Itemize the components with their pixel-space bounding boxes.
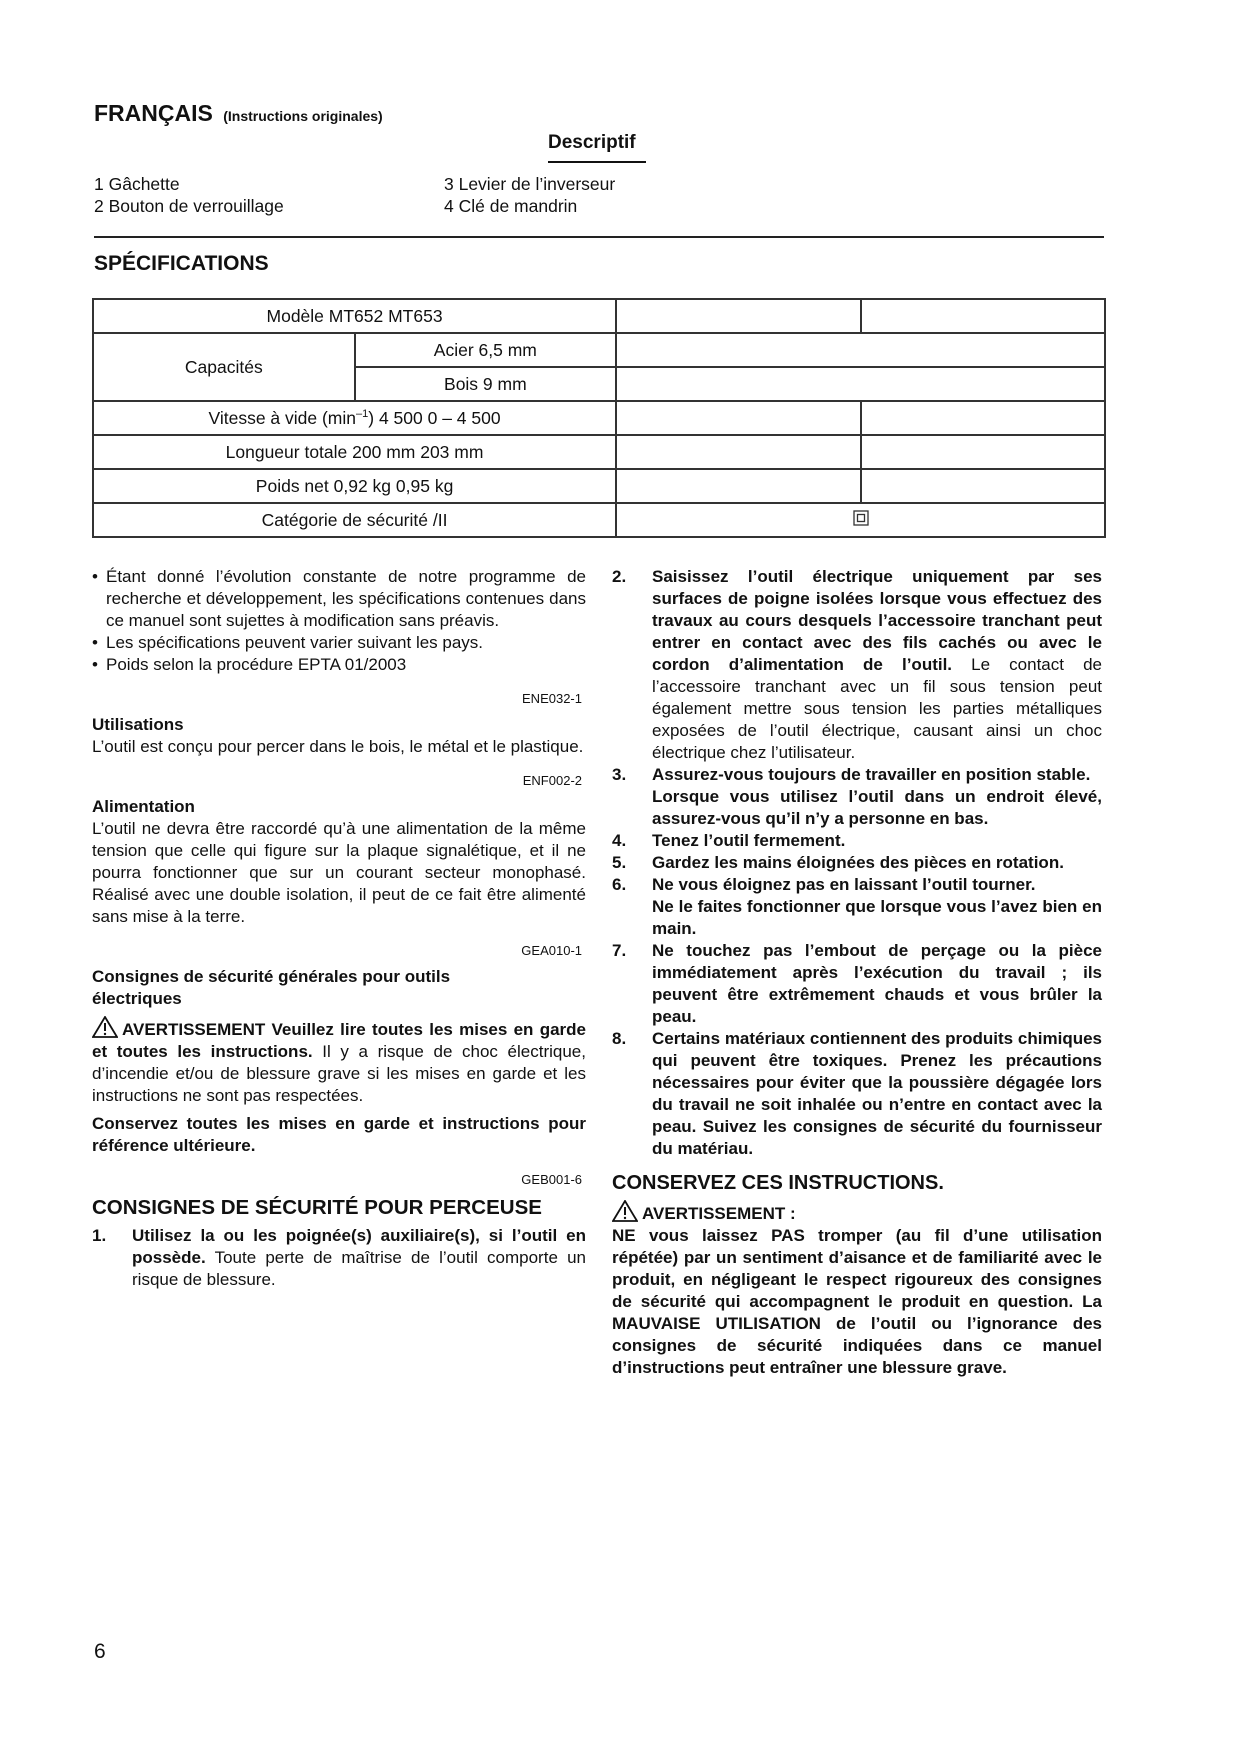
double-insulation-icon	[853, 510, 869, 526]
table-cell	[861, 401, 1105, 435]
avertissement-bold: AVERTISSEMENT Veuillez lire toutes les mises en garde et toutes les instructions.	[92, 1020, 586, 1061]
vitesse-label: Vitesse à vide (min	[208, 407, 357, 428]
table-row	[93, 333, 1105, 367]
spec-notes-list	[92, 566, 586, 676]
table-row	[93, 401, 1105, 435]
part-item: 4 Clé de mandrin	[444, 196, 578, 216]
safety-item-1	[92, 1225, 586, 1291]
spec-acier-cell: Acier 6,5 mm	[355, 333, 617, 367]
safety-item-8	[612, 1028, 1102, 1160]
conservez-instructions-title: CONSERVEZ CES INSTRUCTIONS.	[612, 1172, 944, 1194]
item-number: 8.	[612, 1029, 627, 1048]
language-subtitle: (Instructions originales)	[223, 108, 383, 124]
item-number: 5.	[612, 853, 627, 872]
warning-triangle-icon	[92, 1016, 118, 1038]
item-number: 3.	[612, 765, 627, 784]
list-item: • Poids selon la procédure EPTA 01/2003	[92, 654, 586, 676]
table-cell	[616, 299, 860, 333]
item-bold: Gardez les mains éloignées des pièces en rotation.	[652, 853, 1064, 872]
safety-item-5	[612, 852, 1102, 874]
page-number: 6	[94, 1640, 106, 1663]
alimentation-title: Alimentation	[92, 797, 195, 816]
item-bold: Ne vous éloignez pas en laissant l’outil tourner.	[652, 875, 1036, 894]
avertissement-paragraph	[92, 1016, 586, 1107]
page-language-header	[94, 100, 383, 127]
consignes-generales-title: Consignes de sécurité générales pour outils électriques	[92, 967, 451, 1008]
parts-list-left	[94, 173, 284, 217]
item-bold: Saisissez l’outil électrique uniquement par ses surfaces de poigne isolées lorsque vous effectuez des travaux au cours desquels l’accessoire tranchant peut entrer en contact avec des fils cachés ou avec le cordon d’alimentation de l’outil.	[652, 567, 1102, 674]
item-bold: Certains matériaux contiennent des produits chimiques qui peuvent être toxiques. Prenez les précautions nécessaires pour éviter que la poussière dégagée lors du travail ne soit inhalée ou n’entre en contact avec la peau. Suivez les consignes de sécurité du fournisseur du matériau.	[652, 1029, 1102, 1158]
table-row	[93, 503, 1105, 537]
reference-code: GEA010-1	[521, 943, 582, 958]
left-column	[92, 566, 586, 1291]
item-number: 6.	[612, 875, 627, 894]
part-item: 3 Levier de l’inverseur	[444, 174, 616, 194]
reference-code: ENF002-2	[522, 773, 582, 788]
perceuse-safety-title: CONSIGNES DE SÉCURITÉ POUR PERCEUSE	[92, 1196, 542, 1219]
reference-code: ENE032-1	[522, 691, 582, 706]
safety-item-6	[612, 874, 1102, 940]
specifications-table	[92, 298, 1106, 538]
alimentation-text: L’outil ne devra être raccordé qu’à une alimentation de la même tension que celle qui figure sur la plaque signalétique, et il ne pourra fonctionner que sur un courant secteur monophasé. Réalisé avec une double isolation, il peut de ce fait être alimenté sans mise à la terre.	[92, 819, 586, 926]
reference-code: GEB001-6	[521, 1172, 582, 1187]
item-bold: Assurez-vous toujours de travailler en position stable.	[652, 765, 1091, 784]
table-row	[93, 435, 1105, 469]
list-item: • Les spécifications peuvent varier suivant les pays.	[92, 632, 586, 654]
safety-item-4	[612, 830, 1102, 852]
final-warning-text: NE vous laissez PAS tromper (au fil d’une utilisation répétée) par un sentiment d’aisance et de familiarité avec le produit, en négligeant le respect rigoureux des consignes de sécurité qui accompagnent le produit en question. La MAUVAISE UTILISATION de l’outil ou l’ignorance des consignes de sécurité indiquées dans ce manuel d’instructions peut entraîner une blessure grave.	[612, 1226, 1102, 1377]
avertissement-label	[612, 1200, 1102, 1225]
language-title: FRANÇAIS	[94, 100, 213, 126]
table-cell	[861, 469, 1105, 503]
item-text: Toute perte de maîtrise de l’outil comporte un risque de blessure.	[132, 1248, 586, 1289]
table-row	[93, 299, 1105, 333]
descriptif-title: Descriptif	[548, 132, 636, 153]
spec-longueur-cell: Longueur totale 200 mm 203 mm	[93, 435, 616, 469]
item-bold: Utilisez la ou les poignée(s) auxiliaire(s), si l’outil en possède.	[132, 1226, 586, 1267]
item-text: Le contact de l’accessoire tranchant avec un fil sous tension peut également mettre sous tension les parties métalliques exposées de l’outil électrique, causant ainsi un choc électrique chez l’utilisateur.	[652, 655, 1102, 762]
spec-bois-cell: Bois 9 mm	[355, 367, 617, 401]
table-cell	[616, 333, 1105, 367]
spec-model-cell: Modèle MT652 MT653	[93, 299, 616, 333]
table-row	[93, 469, 1105, 503]
avertissement-label-text: AVERTISSEMENT :	[642, 1204, 796, 1223]
spec-categorie-cell: Catégorie de sécurité /II	[93, 503, 616, 537]
safety-item-2	[612, 566, 1102, 764]
item-bold: Tenez l’outil fermement.	[652, 831, 846, 850]
safety-item-3	[612, 764, 1102, 830]
item-text: Ne le faites fonctionner que lorsque vous l’avez bien en main.	[652, 897, 1102, 938]
warning-triangle-icon	[612, 1200, 638, 1222]
vitesse-values: ) 4 500 0 – 4 500	[368, 407, 501, 428]
item-number: 7.	[612, 941, 627, 960]
part-item: 2 Bouton de verrouillage	[94, 196, 284, 216]
table-cell	[616, 367, 1105, 401]
spec-capacites-cell: Capacités	[93, 333, 355, 401]
table-cell	[616, 401, 860, 435]
utilisations-title: Utilisations	[92, 715, 184, 734]
section-divider	[94, 236, 1104, 238]
item-bold: Ne touchez pas l’embout de perçage ou la pièce immédiatement après l’exécution du travail ; ils peuvent être extrêmement chauds et vous brûler la peau.	[652, 941, 1102, 1026]
specifications-title: SPÉCIFICATIONS	[94, 252, 269, 275]
spec-poids-cell: Poids net 0,92 kg 0,95 kg	[93, 469, 616, 503]
safety-item-7	[612, 940, 1102, 1028]
item-number: 1.	[92, 1226, 107, 1245]
table-cell	[616, 435, 860, 469]
table-cell	[616, 503, 1105, 537]
conservez-mises-en-garde: Conservez toutes les mises en garde et instructions pour référence ultérieure.	[92, 1114, 586, 1155]
item-text: Lorsque vous utilisez l’outil dans un endroit élevé, assurez-vous qu’il n’y a personne en bas.	[652, 787, 1102, 828]
list-item: • Étant donné l’évolution constante de notre programme de recherche et développement, les spécifications contenues dans ce manuel sont sujettes à modification sans préavis.	[92, 566, 586, 632]
parts-list-right	[444, 173, 615, 217]
part-item: 1 Gâchette	[94, 174, 180, 194]
table-cell	[616, 469, 860, 503]
table-cell	[861, 299, 1105, 333]
spec-vitesse-cell	[93, 401, 616, 435]
utilisations-text: L’outil est conçu pour percer dans le bois, le métal et le plastique.	[92, 737, 584, 756]
vitesse-exponent: –1	[356, 407, 369, 420]
avertissement-text: Il y a risque de choc électrique, d’incendie et/ou de blessure grave si les mises en garde et les instructions ne sont pas respectées.	[92, 1042, 586, 1105]
right-column	[612, 566, 1102, 1379]
item-number: 2.	[612, 567, 627, 586]
item-number: 4.	[612, 831, 627, 850]
table-cell	[861, 435, 1105, 469]
descriptif-underline	[548, 161, 646, 163]
